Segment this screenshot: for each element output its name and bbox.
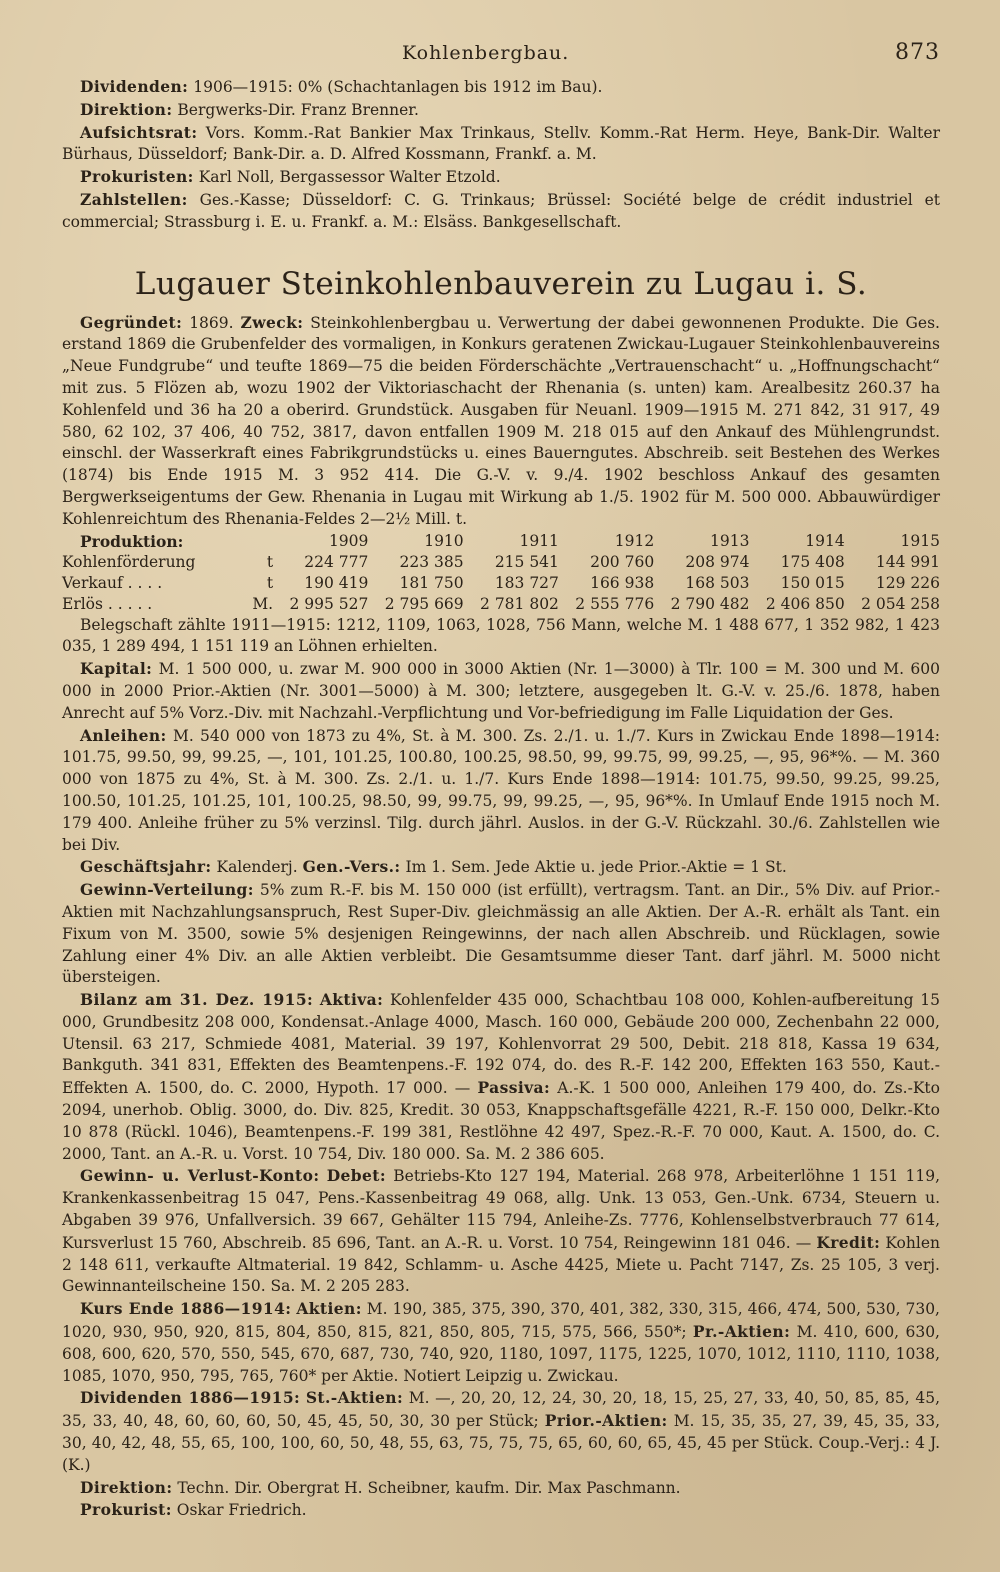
value-cell: 2 555 776 <box>575 594 655 613</box>
dividenden-label: Dividenden: <box>80 77 189 96</box>
company-direktion-label: Direktion: <box>80 1477 173 1497</box>
prior-aktien-text: M. 15, 35, 35, 27, 39, 45, 35, 33, 30, 40, 42, 48, 55, 65, 100, 100, 60, 50, 48, 55, 63, 75, 75, 75, 65, 60, 60, 65, 45, 45 per Stück. Coup.-Verj.: 4 J. (K.) <box>62 1412 940 1474</box>
genvers-label: Gen.-Vers.: <box>302 857 401 877</box>
bilanz-paragraph <box>62 989 940 1165</box>
year-cell: 1914 <box>805 531 845 550</box>
prokuristen-paragraph <box>62 166 940 189</box>
prior-aktien-label: Prior.-Aktien: <box>544 1411 668 1431</box>
aufsichtsrat-label: Aufsichtsrat: <box>80 122 198 142</box>
aktiva-text: Kohlenfelder 435 000, Schachtbau 108 000, Kohlen-aufbereitung 15 000, Grundbesitz 208 000, Kondensat.-Anlage 4000, Masch. 160 000, Gebäude 200 000, Zechenbahn 22 000, Utensil. 63 217, Schmiede 4081, Material. 39 197, Kohlenvorrat 29 500, Debit. 218 818, Kassa 19 634, Bankguth. 341 831, Effekten des Beamtenpens.-F. 192 074, do. des R.-F. 142 200, Effekten 163 550, Kaut.-Effekten A. 1500, do. C. 2000, Hypoth. 17 000. — <box>62 991 941 1098</box>
aufsichtsrat-text: Vors. Komm.-Rat Bankier Max Trinkaus, Stellv. Komm.-Rat Herm. Heye, Bank-Dir. Walter Bürhaus, Düsseldorf; Bank-Dir. a. D. Alfred Kossmann, Frankf. a. M. <box>62 123 940 164</box>
direktion-label: Direktion: <box>80 99 173 119</box>
gegruendet-label: Gegründet: <box>80 312 183 332</box>
value-cell: 129 226 <box>875 573 940 592</box>
kurs-aktien-label: Aktien: <box>296 1299 362 1319</box>
kurs-aktien-text: M. 190, 385, 375, 390, 370, 401, 382, 330, 315, 466, 474, 500, 530, 730, 1020, 930, 950, 920, 815, 804, 850, 815, 821, 850, 805, 715, 575, 566, 550*; <box>62 1300 940 1342</box>
row-label: Kohlenförderung <box>62 552 196 571</box>
row-unit: t <box>266 573 274 592</box>
prokuristen-label: Prokuristen: <box>80 167 194 187</box>
year-cell: 1913 <box>710 531 750 550</box>
kurs-paragraph <box>62 1298 940 1387</box>
produktion-table <box>62 531 940 615</box>
dividenden-history-label: Dividenden 1886—1915: <box>80 1388 301 1408</box>
value-cell: 181 750 <box>399 573 464 592</box>
genvers-text: Im 1. Sem. Jede Aktie u. jede Prior.-Aktie = 1 St. <box>405 858 787 877</box>
value-cell: 150 015 <box>780 573 845 592</box>
value-cell: 183 727 <box>494 573 559 592</box>
table-row <box>62 573 940 594</box>
company-direktion-text: Techn. Dir. Obergrat H. Scheibner, kaufm. Dir. Max Paschmann. <box>177 1478 681 1497</box>
dividenden-paragraph <box>62 76 940 99</box>
kapital-paragraph <box>62 658 940 724</box>
year-cell: 1909 <box>328 531 369 550</box>
table-row <box>62 552 940 573</box>
value-cell: 2 054 258 <box>861 594 940 613</box>
year-cell: 1915 <box>900 531 940 550</box>
section-title: Kohlenbergbau. <box>402 42 570 64</box>
zahlstellen-label: Zahlstellen: <box>80 189 188 209</box>
value-cell: 224 777 <box>304 552 369 571</box>
value-cell: 2 781 802 <box>480 594 559 613</box>
row-unit: M. <box>252 594 274 613</box>
table-row <box>62 594 940 615</box>
value-cell: 144 991 <box>875 552 940 571</box>
value-cell: 200 760 <box>590 552 655 571</box>
kapital-text: M. 1 500 000, u. zwar M. 900 000 in 3000 Aktien (Nr. 1—3000) à Tlr. 100 = M. 300 und M. 600 000 in 2000 Prior.-Aktien (Nr. 3001—5000) à M. 300; letztere, ausgegeben lt. G.-V. v. 25./6. 1878, haben Anrecht auf 5% Vorz.-Div. mit Nachzahl.-Verpflichtung und Vor-befriedigung im Falle Liquidation der Ges. <box>62 660 941 722</box>
dividenden-history-paragraph <box>62 1387 940 1476</box>
produktion-label: Produktion: <box>80 531 184 551</box>
direktion-text: Bergwerks-Dir. Franz Brenner. <box>177 100 419 119</box>
prokurist-label: Prokurist: <box>80 1500 172 1520</box>
anleihen-label: Anleihen: <box>80 725 167 745</box>
kapital-label: Kapital: <box>80 659 153 679</box>
value-cell: 215 541 <box>494 552 559 571</box>
kurs-prior-text: M. 410, 600, 630, 608, 600, 620, 570, 550, 545, 670, 687, 730, 740, 920, 1180, 1097, 1175, 1225, 1070, 1012, 1110, 1110, 1038, 1085, 1070, 950, 795, 765, 760* per Aktie. Notiert Leipzig u. Zwickau. <box>62 1323 940 1385</box>
company-title: Lugauer Steinkohlenbauverein zu Lugau i. S. <box>134 265 868 302</box>
unit-spacer <box>248 531 273 552</box>
zweck-paragraph <box>62 312 940 531</box>
gewinn-verteilung-text: 5% zum R.-F. bis M. 150 000 (ist erfüllt), vertragsm. Tant. an Dir., 5% Div. auf Prior.-Aktien mit Nachzahlungsanspruch, Rest Super-Div. gleichmässig an alle Aktien. Der A.-R. erhält als Tant. ein Fixum von M. 3500, sowie 5% desjenigen Reingewinns, der nach allen Abschreib. und Rücklagen, sowie Zahlung einer 4% Div. an alle Aktien verbleibt. Die Gesamtsumme dieser Tant. darf jährl. M. 5000 nicht übersteigen. <box>62 881 940 987</box>
zweck-label: Zweck: <box>240 312 304 332</box>
direktion-paragraph <box>62 99 940 122</box>
anleihen-text: M. 540 000 von 1873 zu 4%, St. à M. 300. Zs. 2./1. u. 1./7. Kurs in Zwickau Ende 1898—1914: 101.75, 99.50, 99, 99.25, —, 101, 101.25, 100.80, 100.25, 98.50, 99, 99.75, 99, 99.25, —, 95, 96*%. — M. 360 000 von 1875 zu 4%, St. à M. 300. Zs. 2./1. u. 1./7. Kurs Ende 1898—1914: 101.75, 99.50, 99.25, 99.25, 100.50, 101.25, 101.25, 101, 100.25, 98.50, 99, 99.75, 99, 99.25, —, 95, 96*%. In Umlauf Ende 1915 noch M. 179 400. Anleihe früher zu 5% verzinsl. Tilg. durch jährl. Auslos. in der G.-V. Rückzahl. 30./6. Zahlstellen wie bei Div. <box>62 726 940 854</box>
passiva-label: Passiva: <box>477 1078 551 1098</box>
value-cell: 208 974 <box>685 552 750 571</box>
prokurist-paragraph <box>62 1499 940 1522</box>
value-cell: 2 995 527 <box>289 594 369 613</box>
year-cell: 1911 <box>519 531 559 550</box>
gegruendet-text: 1869. <box>189 313 234 332</box>
dividenden-text: 1906—1915: 0% (Schachtanlagen bis 1912 im Bau). <box>193 78 603 96</box>
produktion-header-row <box>62 531 940 552</box>
bilanz-label: Bilanz am 31. Dez. 1915: <box>80 990 314 1010</box>
zahlstellen-text: Ges.-Kasse; Düsseldorf: C. G. Trinkaus; Brüssel: Société belge de crédit industriel et commercial; Strassburg i. E. u. Frankf. a. M.: Elsäss. Bankgesellschaft. <box>62 190 940 231</box>
zweck-text: Steinkohlenbergbau u. Verwertung der dabei gewonnenen Produkte. Die Ges. erstand 1869 die Grubenfelder des vormaligen, in Konkurs geratenen Zwickau-Lugauer Steinkohlenbauvereins „Neue Fundgrube“ und teufte 1869—75 die beiden Förderschächte „Vertrauenschacht“ u. „Hoffnungschacht“ mit zus. 5 Flözen ab, wozu 1902 der Viktoriaschacht der Rhenania (s. unten) kam. Arealbesitz 260.37 ha Kohlenfeld und 36 ha 20 a oberird. Grundstück. Ausgaben für Neuanl. 1909—1915 M. 271 842, 31 917, 49 580, 62 102, 37 406, 40 752, 3817, davon entfallen 1909 M. 218 015 auf den Ankauf des Mühlengrundst. einschl. der Wasserkraft eines Fabrikgrundstücks u. eines Bauerngutes. Abschreib. seit Bestehen des Werkes (1874) bis Ende 1915 M. 3 952 414. Die G.-V. v. 9./4. 1902 beschloss Ankauf des gesamten Bergwerkseigentums der Gew. Rhenania in Lugau mit Wirkung ab 1./5. 1902 für M. 500 000. Abbauwürdiger Kohlenreichtum des Rhenania-Feldes 2—2½ Mill. t. <box>62 313 940 528</box>
aufsichtsrat-paragraph <box>62 122 940 167</box>
zahlstellen-paragraph <box>62 189 940 234</box>
value-cell: 168 503 <box>685 573 750 592</box>
prokuristen-text: Karl Noll, Bergassessor Walter Etzold. <box>198 168 501 187</box>
value-cell: 166 938 <box>590 573 655 592</box>
geschaeftsjahr-paragraph <box>62 856 940 879</box>
prokurist-text: Oskar Friedrich. <box>176 1501 307 1520</box>
value-cell: 2 790 482 <box>670 594 750 613</box>
gewinn-verteilung-label: Gewinn-Verteilung: <box>80 880 254 900</box>
st-aktien-label: St.-Aktien: <box>305 1388 404 1408</box>
kredit-label: Kredit: <box>816 1232 881 1252</box>
previous-entry <box>62 76 940 234</box>
value-cell: 175 408 <box>780 552 845 571</box>
value-cell: 2 406 850 <box>765 594 845 613</box>
page-number: 873 <box>895 40 940 65</box>
geschaeftsjahr-label: Geschäftsjahr: <box>80 857 212 877</box>
belegschaft-paragraph: Belegschaft zählte 1911—1915: 1212, 1109, 1063, 1028, 756 Mann, welche M. 1 488 677, 1 352 982, 1 423 035, 1 289 494, 1 151 119 an Löhnen erhielten. <box>62 615 940 656</box>
debet-label: Debet: <box>326 1166 386 1186</box>
debet-text: Betriebs-Kto 127 194, Material. 268 978, Arbeiterlöhne 1 151 119, Krankenkassenbeitrag 15 047, Pens.-Kassenbeitrag 49 068, allg. Unk. 13 053, Gen.-Unk. 6734, Steuern u. Abgaben 39 976, Unfallversich. 39 667, Gehälter 115 794, Anleihe-Zs. 7776, Kohlenselbstverbrauch 77 614, Kursverlust 15 760, Abschreib. 85 696, Tant. an A.-R. u. Vorst. 10 754, Reingewinn 181 046. — <box>62 1167 941 1252</box>
value-cell: 190 419 <box>304 573 369 592</box>
passiva-text: A.-K. 1 500 000, Anleihen 179 400, do. Zs.-Kto 2094, unerhob. Oblig. 3000, do. Div. 825, Kredit. 30 053, Knappschaftsgefälle 4221, R.-F. 150 000, Delkr.-Kto 10 878 (Rückl. 1046), Beamtenpens.-F. 199 381, Restlöhne 42 497, Spez.-R.-F. 70 000, Kaut. A. 1500, do. C. 2000, Tant. an A.-R. u. Vorst. 10 754, Div. 180 000. Sa. M. 2 386 605. <box>62 1079 940 1163</box>
kurs-label: Kurs Ende 1886—1914: <box>80 1299 292 1319</box>
gewinn-verteilung-paragraph <box>62 879 940 989</box>
gewinn-verlust-label: Gewinn- u. Verlust-Konto: <box>80 1166 320 1186</box>
value-cell: 2 795 669 <box>384 594 464 613</box>
st-aktien-text: M. —, 20, 20, 12, 24, 30, 20, 18, 15, 25, 27, 33, 40, 50, 85, 85, 45, 35, 33, 40, 48, 60, 60, 60, 50, 45, 45, 50, 30, 30 per Stück; <box>62 1389 941 1431</box>
company-direktion-paragraph <box>62 1477 940 1500</box>
year-cell: 1910 <box>424 531 464 550</box>
geschaeftsjahr-text: Kalenderj. <box>216 858 298 877</box>
aktiva-label: Aktiva: <box>319 990 384 1010</box>
year-cell: 1912 <box>614 531 655 550</box>
anleihen-paragraph <box>62 725 940 857</box>
row-label: Verkauf . . . . <box>62 573 163 592</box>
gewinn-verlust-paragraph <box>62 1165 940 1298</box>
kurs-prior-label: Pr.-Aktien: <box>692 1322 791 1342</box>
row-unit: t <box>266 552 274 571</box>
row-label: Erlös . . . . . <box>62 594 153 613</box>
running-head <box>62 40 940 76</box>
kredit-text: Kohlen 2 148 611, verkaufte Altmaterial. 19 842, Schlamm- u. Asche 4425, Miete u. Pacht 7147, Zs. 25 105, 3 verj. Gewinnanteilscheine 150. Sa. M. 2 205 283. <box>62 1233 940 1296</box>
value-cell: 223 385 <box>399 552 464 571</box>
